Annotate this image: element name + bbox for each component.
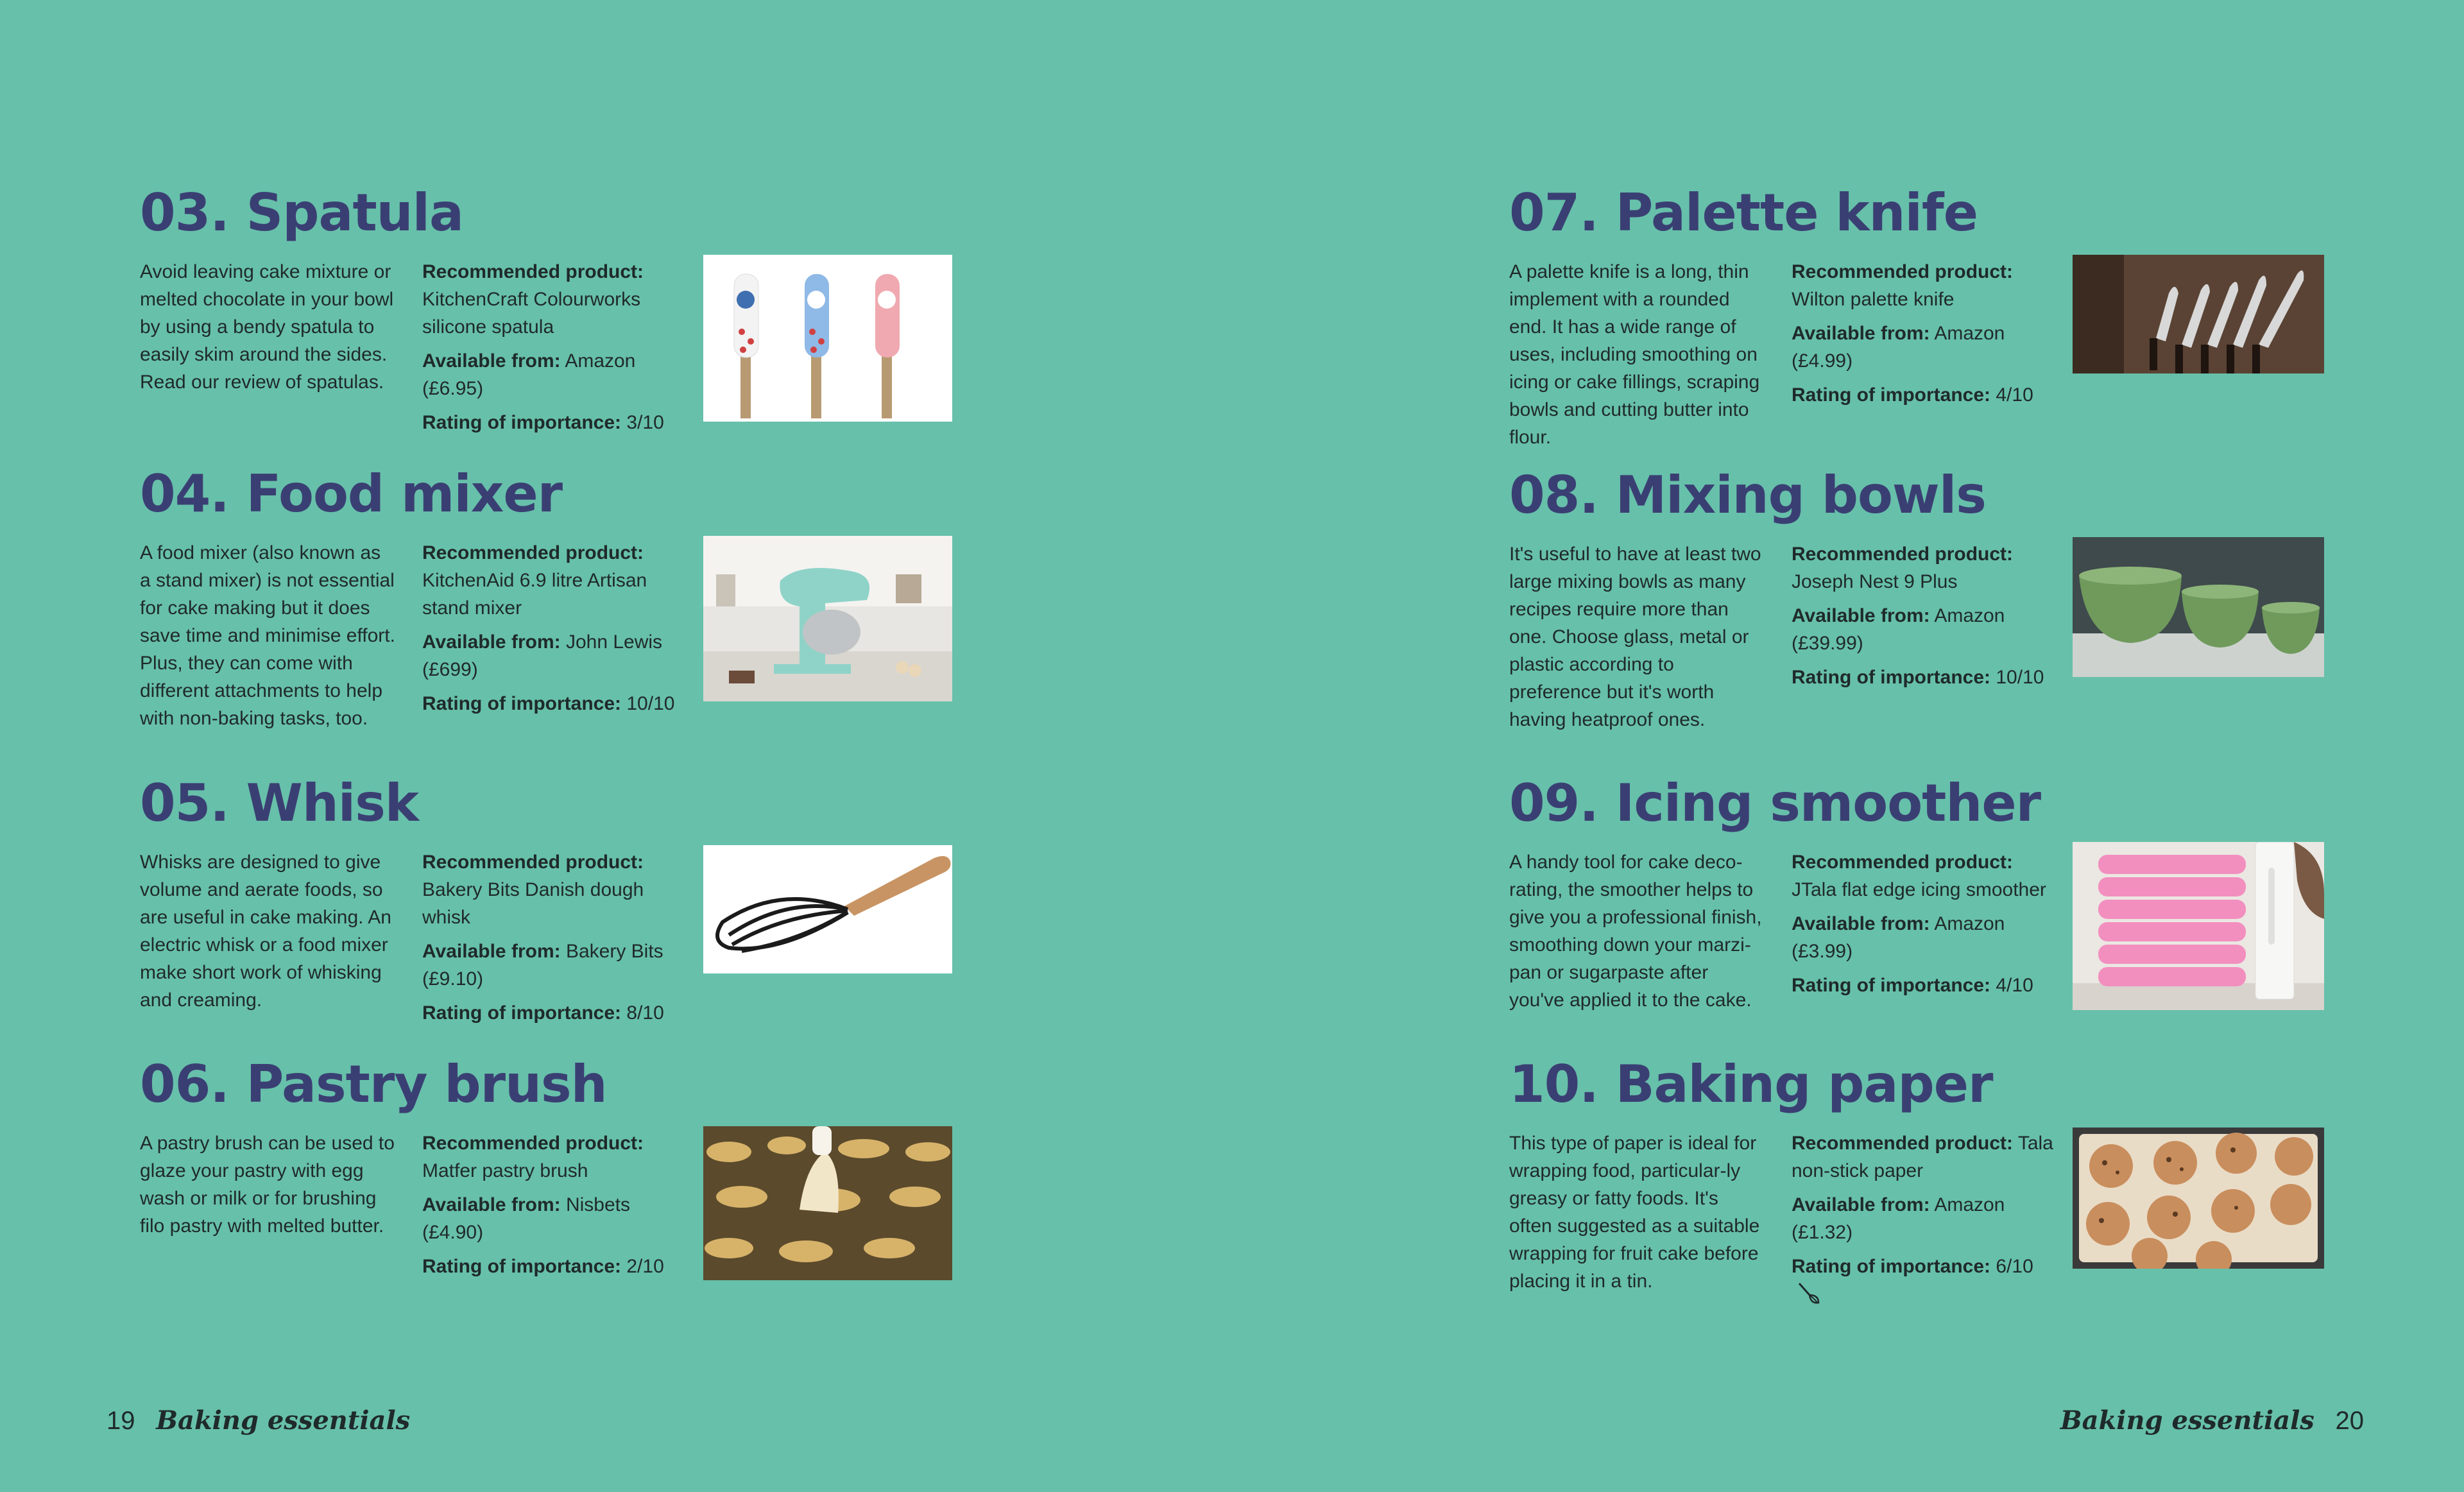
whisk-photo	[703, 845, 952, 973]
item-mixing-bowls	[1509, 465, 2343, 739]
available-label: Available from:	[422, 941, 561, 962]
baking-paper-photo	[2073, 1128, 2324, 1269]
item-title: 09. Icing smoother	[1509, 773, 2041, 833]
rating-value: 10/10	[1996, 667, 2044, 688]
recommended-label: Recommended product:	[422, 261, 644, 282]
item-palette-knife	[1509, 183, 2343, 457]
available-value: Amazon (£4.99)	[1792, 323, 2005, 372]
item-title: 10. Baking paper	[1509, 1054, 1993, 1114]
rating-label: Rating of importance:	[422, 412, 622, 433]
product-name: Tala non-stick paper	[1792, 1133, 2053, 1181]
item-title: 03. Spatula	[140, 183, 464, 243]
item-description: Avoid leaving cake mixture or melted chocolate in your bowl by using a bendy spatula to easily skim around the sides. Read our review of spatulas.	[140, 261, 394, 393]
rating-label: Rating of importance:	[1792, 975, 1991, 996]
pastry-brush-photo	[703, 1126, 952, 1280]
mixing-bowls-photo	[2073, 537, 2324, 677]
item-title: 06. Pastry brush	[140, 1054, 607, 1114]
product-name: KitchenAid 6.9 litre Artisan stand mixer	[422, 570, 647, 619]
stand-mixer-photo	[703, 536, 952, 701]
rating-value: 2/10	[626, 1256, 664, 1277]
product-name: JTala flat edge icing smoother	[1792, 879, 2046, 900]
recommended-label: Recommended product:	[1792, 852, 2014, 873]
rating-label: Rating of importance:	[1792, 667, 1991, 688]
rating-label: Rating of importance:	[1792, 384, 1991, 406]
available-label: Available from:	[422, 350, 561, 372]
whisk-icon	[1795, 1281, 1821, 1307]
recommended-label: Recommended product:	[1792, 544, 2014, 565]
footer-left	[107, 1405, 410, 1436]
item-spatula	[140, 183, 974, 444]
item-title: 08. Mixing bowls	[1509, 465, 1986, 525]
available-value: Bakery Bits (£9.10)	[422, 941, 663, 990]
available-value: Amazon (£1.32)	[1792, 1194, 2005, 1243]
item-info	[1792, 258, 2061, 415]
footer-right	[2060, 1405, 2364, 1436]
rating-value: 8/10	[626, 1002, 664, 1024]
item-info	[422, 539, 692, 724]
item-description: It's useful to have at least two large mixing bowls as many recipes require more than one. Choose glass, metal or plastic according to preference but it's worth having heatproof ones.	[1509, 544, 1761, 730]
item-food-mixer	[140, 464, 974, 738]
available-label: Available from:	[1792, 605, 1930, 626]
item-info	[422, 1129, 692, 1287]
item-baking-paper	[1509, 1054, 2343, 1328]
spatulas-photo	[703, 255, 952, 422]
recommended-label: Recommended product:	[422, 1133, 644, 1154]
item-description: A handy tool for cake deco-rating, the smoother helps to give you a professional finish, smoothing down your marzi-pan or sugarpaste after you've applied it to the cake.	[1509, 852, 1762, 1011]
palette-knives-photo	[2073, 255, 2324, 373]
available-value: John Lewis (£699)	[422, 631, 663, 680]
rating-label: Rating of importance:	[422, 693, 622, 714]
recommended-label: Recommended product:	[1792, 1133, 2014, 1154]
available-label: Available from:	[1792, 1194, 1930, 1215]
product-name: Bakery Bits Danish dough whisk	[422, 879, 644, 928]
rating-value: 4/10	[1996, 975, 2033, 996]
item-description: A palette knife is a long, thin implement with a rounded end. It has a wide range of uses, including smoothing on icing or cake fillings, scraping bowls and cutting butter into flour.	[1509, 261, 1760, 448]
recommended-label: Recommended product:	[1792, 261, 2014, 282]
item-title: 04. Food mixer	[140, 464, 563, 524]
recommended-label: Recommended product:	[422, 852, 644, 873]
product-name: Wilton palette knife	[1792, 289, 1955, 310]
rating-label: Rating of importance:	[422, 1256, 622, 1277]
rating-value: 6/10	[1996, 1256, 2033, 1277]
rating-value: 10/10	[626, 693, 675, 714]
page-number-left: 19	[107, 1407, 135, 1435]
item-info	[1792, 540, 2061, 698]
available-value: Nisbets (£4.90)	[422, 1194, 631, 1243]
item-description: Whisks are designed to give volume and aerate foods, so are useful in cake making. An electric whisk or a food mixer make short work of whisking and creaming.	[140, 852, 391, 1011]
available-label: Available from:	[1792, 323, 1930, 344]
item-info	[1792, 1129, 2061, 1314]
page-number-right: 20	[2335, 1407, 2364, 1435]
footer-label-right: Baking essentials	[2060, 1405, 2314, 1436]
available-label: Available from:	[422, 631, 561, 653]
item-whisk	[140, 773, 974, 1034]
item-title: 07. Palette knife	[1509, 183, 1978, 243]
item-description: This type of paper is ideal for wrapping food, particular-ly greasy or fatty foods. It's often suggested as a suitable wrapping for fruit cake before placing it in a tin.	[1509, 1133, 1760, 1292]
rating-label: Rating of importance:	[422, 1002, 622, 1024]
rating-value: 4/10	[1996, 384, 2033, 406]
item-icing-smoother	[1509, 773, 2343, 1034]
item-description: A food mixer (also known as a stand mixer) is not essential for cake making but it does save time and minimise effort. Plus, they can come with different attachments to help with non-baking tasks, too.	[140, 542, 395, 729]
available-value: Amazon (£39.99)	[1792, 605, 2005, 654]
available-label: Available from:	[422, 1194, 561, 1215]
recommended-label: Recommended product:	[422, 542, 644, 563]
available-value: Amazon (£3.99)	[1792, 913, 2005, 962]
product-name: Matfer pastry brush	[422, 1160, 588, 1181]
product-name: KitchenCraft Colourworks silicone spatula	[422, 289, 641, 338]
icing-smoother-photo	[2073, 842, 2324, 1010]
item-description: A pastry brush can be used to glaze your pastry with egg wash or milk or for brushing filo pastry with melted butter.	[140, 1133, 395, 1237]
item-info	[422, 848, 692, 1033]
available-label: Available from:	[1792, 913, 1930, 934]
footer-label-left: Baking essentials	[156, 1405, 411, 1436]
item-title: 05. Whisk	[140, 773, 419, 833]
rating-value: 3/10	[626, 412, 664, 433]
item-info	[1792, 848, 2061, 1006]
available-value: Amazon (£6.95)	[422, 350, 636, 399]
rating-label: Rating of importance:	[1792, 1256, 1991, 1277]
item-info	[422, 258, 692, 443]
product-name: Joseph Nest 9 Plus	[1792, 571, 1958, 592]
item-pastry-brush	[140, 1054, 974, 1316]
